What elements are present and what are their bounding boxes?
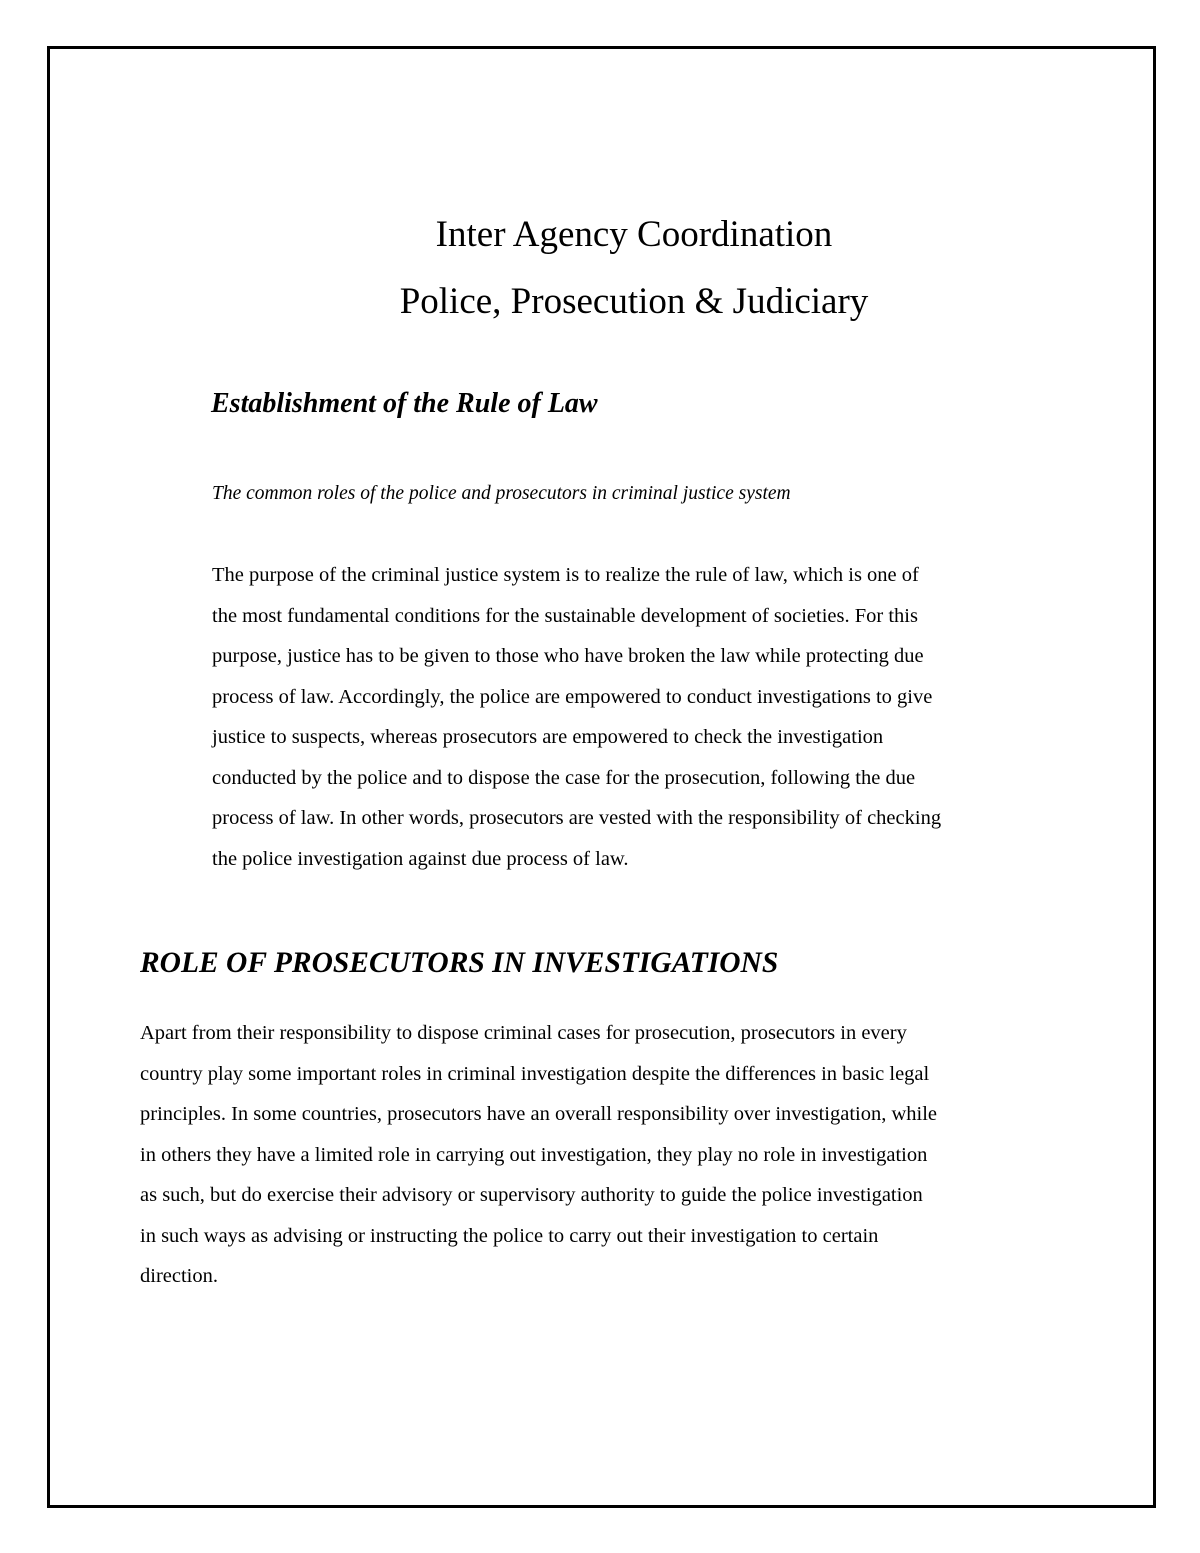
paragraph-role-of-prosecutors bbox=[140, 1013, 1065, 1297]
paragraph-line: process of law. In other words, prosecutors are vested with the responsibility of checking bbox=[212, 807, 942, 829]
paragraph-line: direction. bbox=[140, 1265, 218, 1287]
section-subheading: The common roles of the police and prosecutors in criminal justice system bbox=[212, 483, 791, 504]
paragraph-line: principles. In some countries, prosecutors have an overall responsibility over investigation, while bbox=[140, 1103, 938, 1125]
paragraph-criminal-justice-purpose bbox=[212, 555, 1062, 879]
paragraph-line: process of law. Accordingly, the police are empowered to conduct investigations to give bbox=[212, 685, 933, 708]
paragraph-line: the most fundamental conditions for the sustainable development of societies. For this bbox=[212, 604, 918, 627]
paragraph-line: purpose, justice has to be given to those who have broken the law while protecting due bbox=[212, 645, 924, 667]
paragraph-line: Apart from their responsibility to dispose criminal cases for prosecution, prosecutors in every bbox=[140, 1022, 907, 1044]
paragraph-line: conducted by the police and to dispose the case for the prosecution, following the due bbox=[212, 766, 916, 789]
paragraph-line: as such, but do exercise their advisory or supervisory authority to guide the police investigation bbox=[140, 1184, 923, 1206]
document-title-line-1: Inter Agency Coordination bbox=[435, 214, 833, 255]
document-title-line-2: Police, Prosecution & Judiciary bbox=[399, 281, 869, 322]
paragraph-line: in others they have a limited role in carrying out investigation, they play no role in investigation bbox=[140, 1143, 928, 1166]
paragraph-line: in such ways as advising or instructing the police to carry out their investigation to certain bbox=[140, 1224, 879, 1247]
section-heading-rule-of-law: Establishment of the Rule of Law bbox=[211, 388, 598, 419]
paragraph-line: The purpose of the criminal justice system is to realize the rule of law, which is one of bbox=[212, 564, 919, 586]
section-heading-role-of-prosecutors: ROLE OF PROSECUTORS IN INVESTIGATIONS bbox=[140, 947, 779, 979]
paragraph-line: country play some important roles in criminal investigation despite the differences in basic legal bbox=[140, 1062, 930, 1085]
paragraph-line: the police investigation against due process of law. bbox=[212, 847, 629, 870]
paragraph-line: justice to suspects, whereas prosecutors are empowered to check the investigation bbox=[212, 726, 884, 748]
